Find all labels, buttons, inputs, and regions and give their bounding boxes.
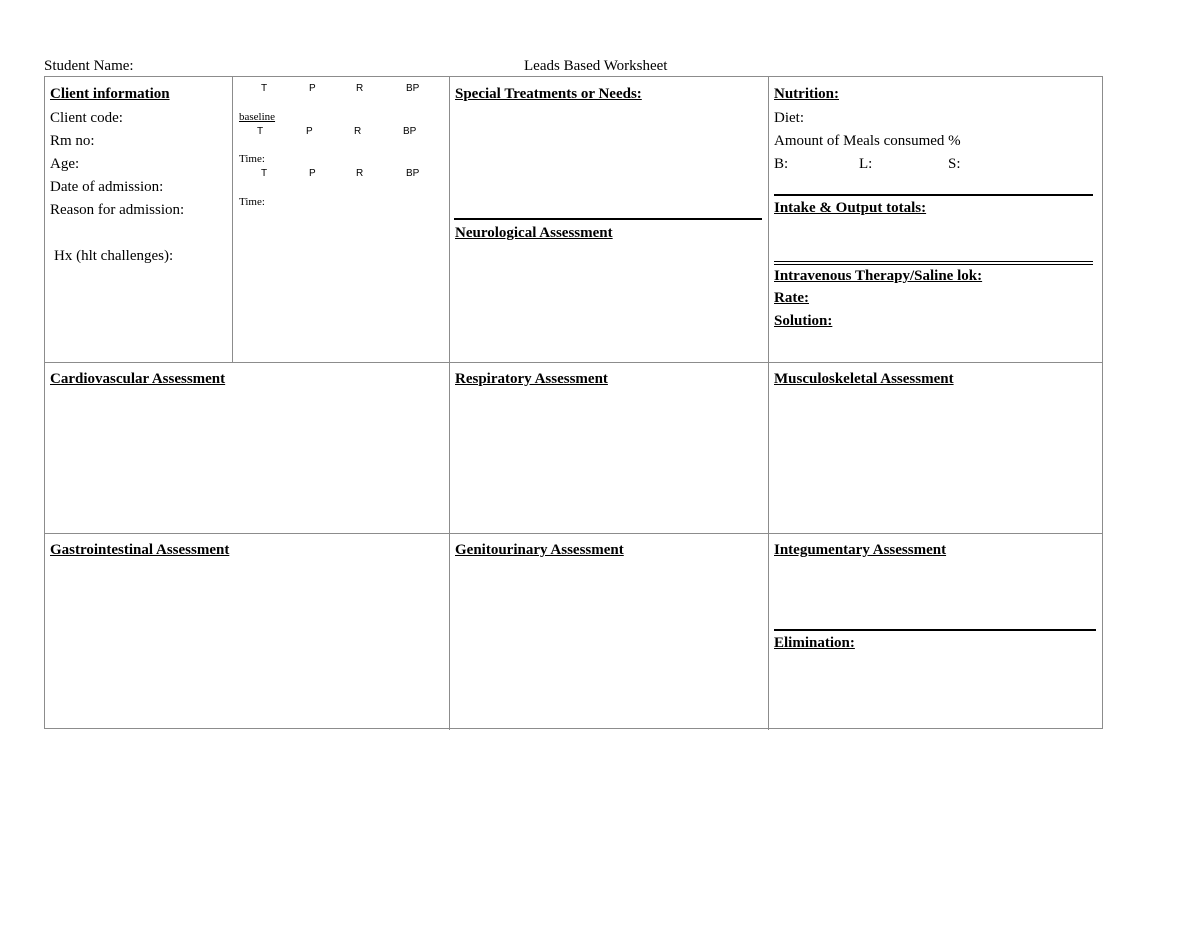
iv-separator-top xyxy=(774,261,1093,262)
iv-rate-label: Rate: xyxy=(774,290,809,306)
nutrition-heading: Nutrition: xyxy=(774,86,839,102)
health-history-label: Hx (hlt challenges): xyxy=(54,248,174,264)
vitals-col-r: R xyxy=(356,83,364,94)
vitals-row2-p: P xyxy=(306,126,313,137)
vitals-divider xyxy=(232,77,233,362)
intake-output-heading: Intake & Output totals: xyxy=(774,200,927,216)
baseline-label: baseline xyxy=(239,111,276,123)
row-divider-2 xyxy=(45,533,1102,534)
row-divider-1 xyxy=(45,362,1102,363)
admission-date-label: Date of admission: xyxy=(50,179,164,195)
lunch-label: L: xyxy=(859,156,873,172)
vitals-row3-t: T xyxy=(261,168,268,179)
respiratory-heading: Respiratory Assessment xyxy=(455,371,608,387)
vitals-row3-p: P xyxy=(309,168,316,179)
cardiovascular-heading: Cardiovascular Assessment xyxy=(50,371,226,387)
neuro-separator xyxy=(454,218,762,220)
elimination-heading: Elimination: xyxy=(774,635,855,651)
supper-label: S: xyxy=(948,156,961,172)
vitals-row2-t: T xyxy=(257,126,264,137)
vitals-row3-bp: BP xyxy=(406,168,420,179)
client-code-label: Client code: xyxy=(50,110,123,126)
time-label-2: Time: xyxy=(239,196,265,208)
iv-therapy-heading: Intravenous Therapy/Saline lok: xyxy=(774,268,983,284)
worksheet-grid xyxy=(44,76,1103,729)
age-label: Age: xyxy=(50,156,80,172)
intake-separator xyxy=(774,194,1093,196)
vitals-col-p: P xyxy=(309,83,316,94)
elimination-separator xyxy=(774,629,1096,631)
special-treatments-heading: Special Treatments or Needs: xyxy=(455,86,642,102)
vitals-col-t: T xyxy=(261,83,268,94)
student-name-label: Student Name: xyxy=(44,58,134,74)
vitals-row2-r: R xyxy=(354,126,362,137)
iv-solution-label: Solution: xyxy=(774,313,833,329)
vitals-col-bp: BP xyxy=(406,83,420,94)
room-number-label: Rm no: xyxy=(50,133,95,149)
musculoskeletal-heading: Musculoskeletal Assessment xyxy=(774,371,954,387)
column-divider-1 xyxy=(449,77,450,730)
diet-label: Diet: xyxy=(774,110,804,126)
vitals-row2-bp: BP xyxy=(403,126,417,137)
column-divider-2 xyxy=(768,77,769,730)
worksheet-title: Leads Based Worksheet xyxy=(524,58,668,74)
breakfast-label: B: xyxy=(774,156,789,172)
gastrointestinal-heading: Gastrointestinal Assessment xyxy=(50,542,230,558)
genitourinary-heading: Genitourinary Assessment xyxy=(455,542,624,558)
integumentary-heading: Integumentary Assessment xyxy=(774,542,947,558)
neurological-heading: Neurological Assessment xyxy=(455,225,613,241)
time-label-1: Time: xyxy=(239,153,265,165)
meals-consumed-label: Amount of Meals consumed % xyxy=(774,133,961,149)
admission-reason-label: Reason for admission: xyxy=(50,202,185,218)
client-info-heading: Client information xyxy=(50,86,170,102)
vitals-row3-r: R xyxy=(356,168,364,179)
iv-separator-bottom xyxy=(774,264,1093,265)
